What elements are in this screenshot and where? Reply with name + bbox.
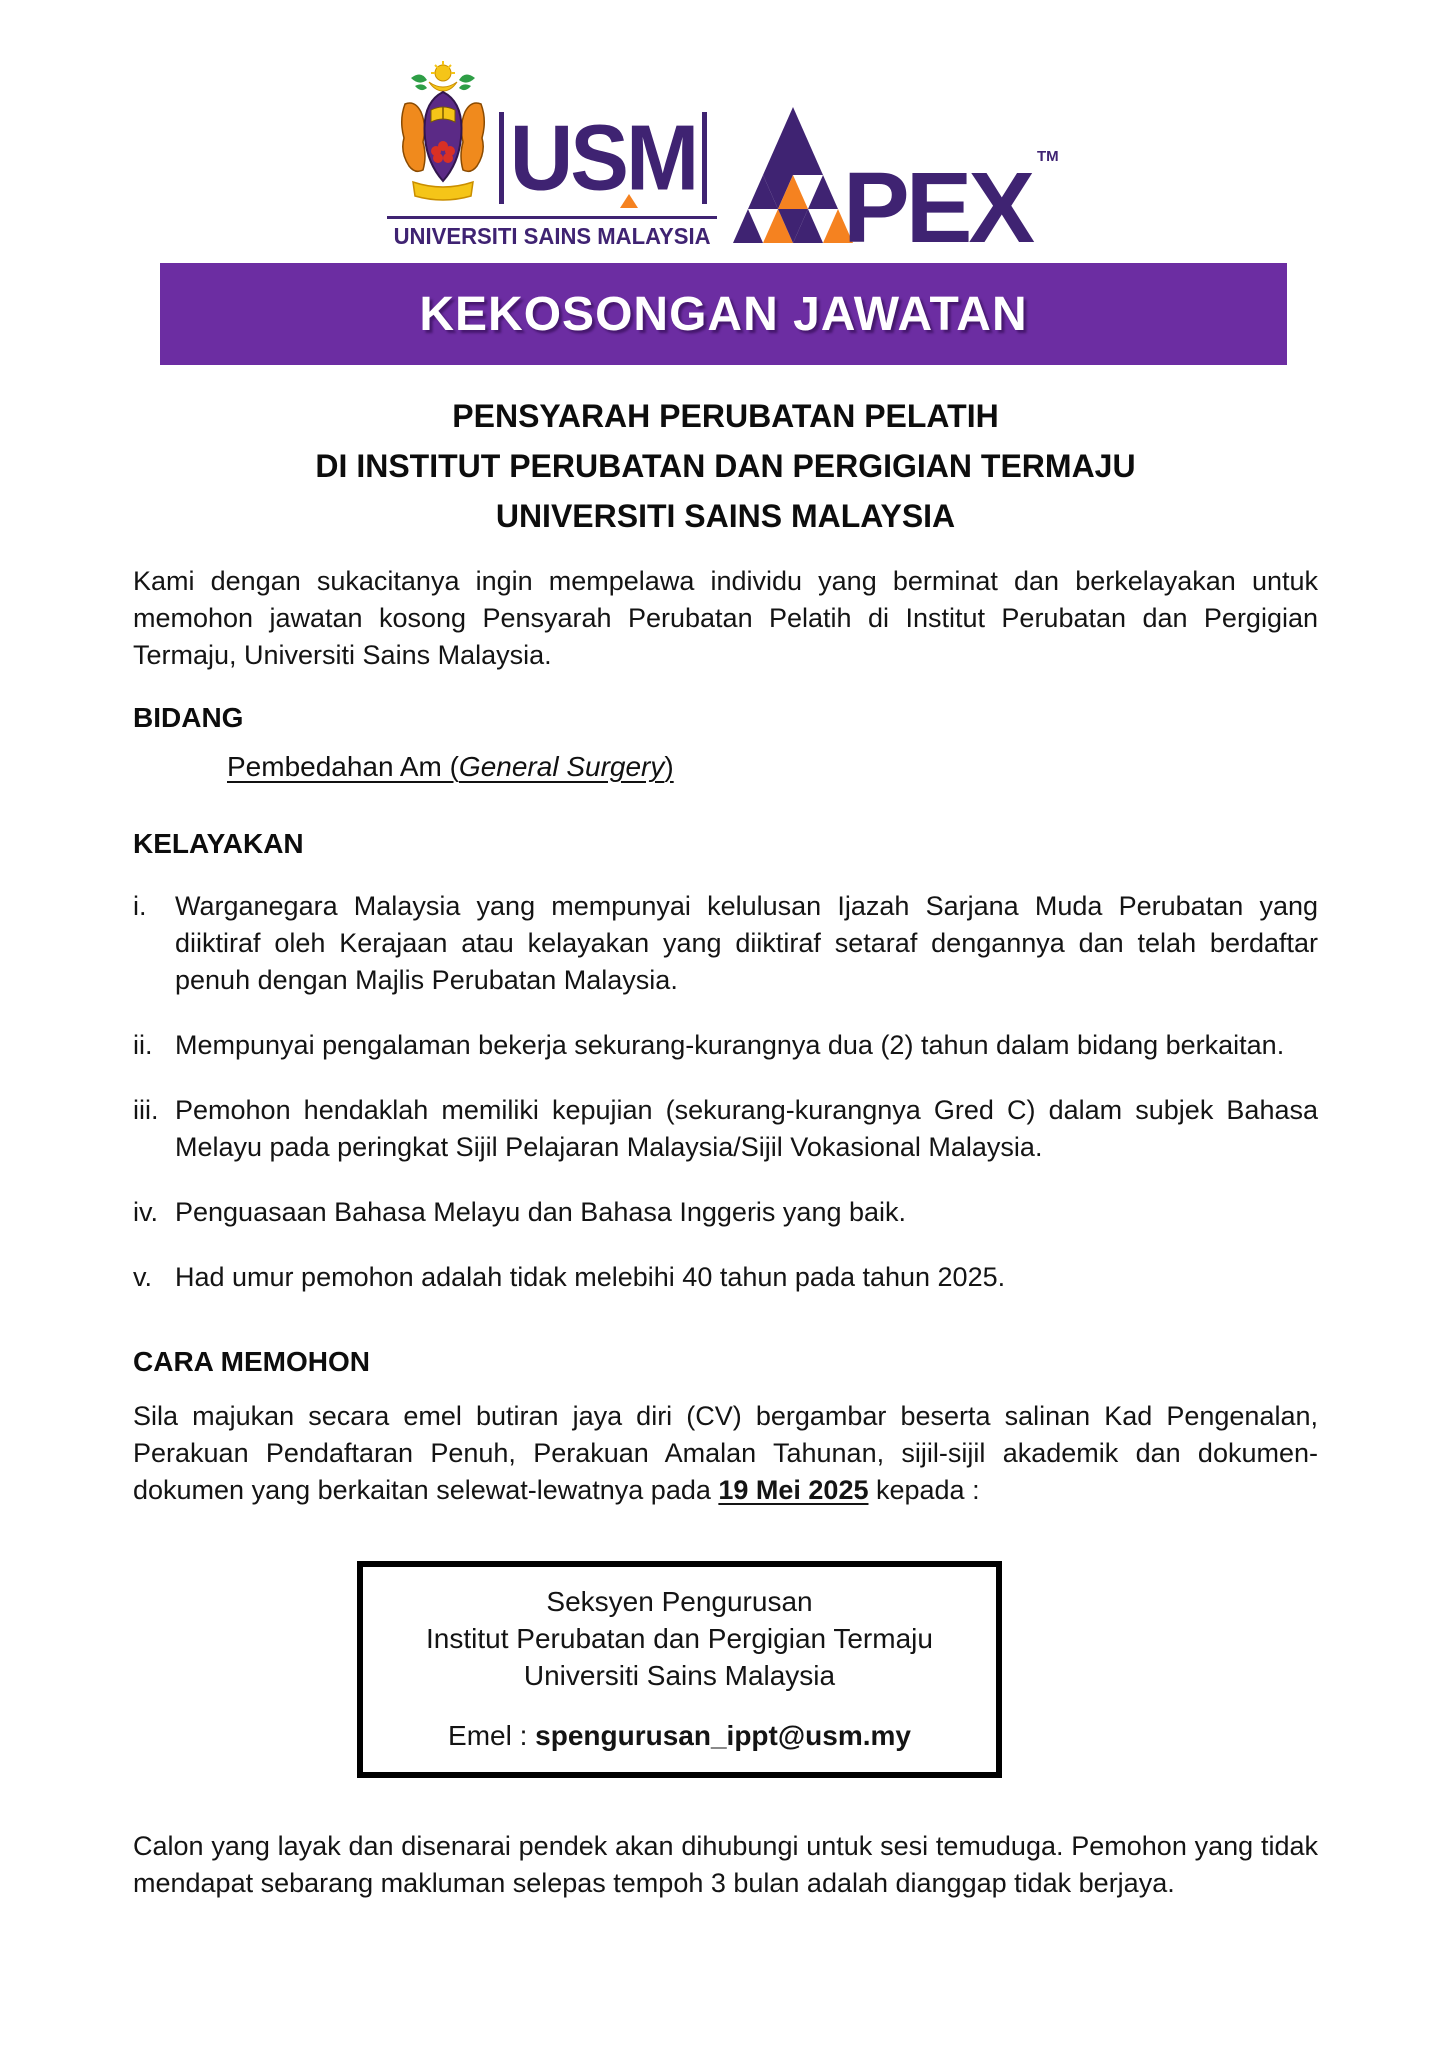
bidang-value (227, 751, 1318, 783)
list-item-numeral: ii. (133, 1030, 153, 1060)
usm-wordmark-left-bar (499, 112, 504, 204)
job-title-line1: PENSYARAH PERUBATAN PELATIH (452, 398, 999, 434)
contact-university-name: Universiti Sains Malaysia (523, 1660, 836, 1691)
intro-paragraph: Kami dengan sukacitanya ingin mempelawa individu yang berminat dan berkelayakan untuk memohon jawatan kosong Pensyarah Perubatan Pelatih di Institut Perubatan dan Pergigian Termaju, Universiti Sains Malaysia. (133, 566, 1318, 670)
usm-wordmark-letters: USM (509, 105, 697, 210)
usm-wordmark (499, 105, 708, 210)
list-item-text: Warganegara Malaysia yang mempunyai kelulusan Ijazah Sarjana Muda Perubatan yang diiktiraf oleh Kerajaan atau kelayakan yang diiktiraf setaraf dengannya dan telah berdaftar penuh dengan Majlis Perubatan Malaysia. (175, 891, 1318, 995)
usm-crest-icon (397, 60, 489, 210)
cara-memohon-paragraph (133, 1398, 1318, 1509)
list-item (133, 888, 1318, 999)
apex-logo-tm: TM (1037, 148, 1059, 165)
list-item (133, 1092, 1318, 1166)
kelayakan-list (133, 888, 1318, 1296)
apex-logo-text: PEX (843, 152, 1032, 250)
job-title-block (133, 391, 1318, 541)
bidang-value-prefix: Pembedahan Am ( (227, 751, 459, 782)
closing-paragraph: Calon yang layak dan disenarai pendek akan dihubungi untuk sesi temuduga. Pemohon yang tidak mendapat sebarang makluman selepas tempoh 3 bulan adalah dianggap tidak berjaya. (133, 1831, 1318, 1898)
email-address: spengurusan_ippt@usm.my (535, 1720, 911, 1751)
contact-institute-name: Institut Perubatan dan Pergigian Termaju (426, 1623, 933, 1654)
contact-section-name: Seksyen Pengurusan (546, 1586, 813, 1617)
list-item-numeral: v. (133, 1262, 152, 1292)
list-item (133, 1027, 1318, 1064)
usm-logo-subtext: UNIVERSITI SAINS MALAYSIA (393, 223, 711, 249)
list-item-text: Penguasaan Bahasa Melayu dan Bahasa Inggeris yang baik. (175, 1197, 907, 1227)
bidang-value-suffix: ) (664, 751, 674, 782)
usm-wordmark-orange-triangle (620, 194, 638, 208)
list-item-text: Had umur pemohon adalah tidak melebihi 40 tahun pada tahun 2025. (175, 1262, 1006, 1292)
usm-logo-top-row (397, 60, 708, 210)
job-title-line2: DI INSTITUT PERUBATAN DAN PERGIGIAN TERMAJU (315, 448, 1136, 484)
list-item-text: Mempunyai pengalaman bekerja sekurang-kurangnya dua (2) tahun dalam bidang berkaitan. (175, 1030, 1285, 1060)
application-deadline: 19 Mei 2025 (718, 1475, 869, 1505)
cara-memohon-heading: CARA MEMOHON (133, 1346, 370, 1377)
list-item-numeral: i. (133, 891, 147, 921)
usm-logo-group (387, 60, 717, 250)
contact-email-line (373, 1720, 986, 1752)
cara-memohon-text-before: Sila majukan secara emel butiran jaya diri (CV) bergambar beserta salinan Kad Pengenalan, Perakuan Pendaftaran Penuh, Perakuan Amalan Tahunan, sijil-sijil akademik dan dokumen-dokumen yang berkaitan selewat-lewatnya pada (133, 1401, 1318, 1505)
list-item-numeral: iv. (133, 1197, 158, 1227)
contact-address-box (357, 1561, 1002, 1778)
bidang-heading: BIDANG (133, 702, 244, 733)
email-label: Emel : (448, 1720, 536, 1751)
list-item-text: Pemohon hendaklah memiliki kepujian (sekurang-kurangnya Gred C) dalam subjek Bahasa Melayu pada peringkat Sijil Pelajaran Malaysia/Sijil Vokasional Malaysia. (175, 1095, 1318, 1162)
usm-wordmark-right-bar (702, 112, 707, 204)
job-title-line3: UNIVERSITI SAINS MALAYSIA (495, 498, 956, 534)
vacancy-banner-title: KEKOSONGAN JAWATAN (419, 287, 1028, 341)
list-item-numeral: iii. (133, 1095, 159, 1125)
header-logo-strip (0, 0, 1448, 250)
vacancy-banner (160, 263, 1287, 365)
kelayakan-heading: KELAYAKAN (133, 828, 304, 859)
apex-logo (731, 105, 1061, 250)
bidang-value-italic: General Surgery (458, 751, 665, 782)
list-item (133, 1259, 1318, 1296)
document-content (133, 263, 1318, 1902)
usm-logo-divider (387, 216, 717, 219)
cara-memohon-text-after: kepada : (868, 1475, 980, 1505)
list-item (133, 1194, 1318, 1231)
